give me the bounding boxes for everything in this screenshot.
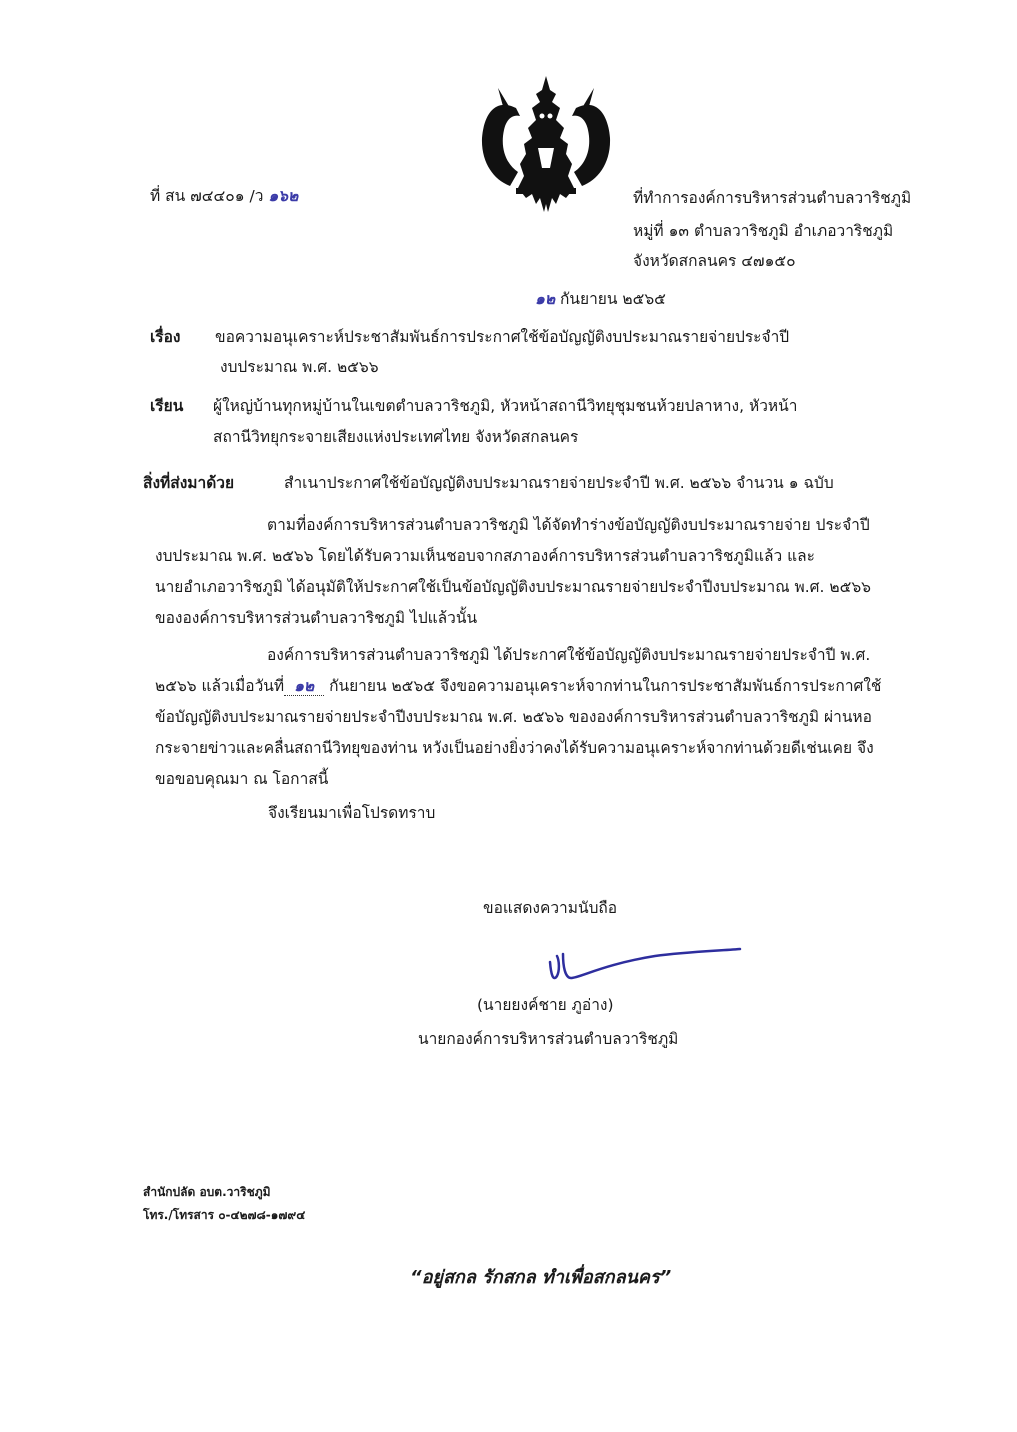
garuda-emblem-icon bbox=[476, 68, 616, 218]
recipient-label: เรียน bbox=[150, 397, 184, 415]
paragraph-line-with-date: ๒๕๖๖ แล้วเมื่อวันที่ ๑๒ กันยายน ๒๕๖๕ จึงขอความอนุเคราะห์จากท่านในการประชาสัมพันธ์การประกาศใช้ bbox=[155, 677, 882, 695]
address-line-3: จังหวัดสกลนคร ๔๗๑๕๐ bbox=[633, 252, 796, 270]
paragraph-line: ข้อบัญญัติงบประมาณรายจ่ายประจำปีงบประมาณ พ.ศ. ๒๕๖๖ ขององค์การบริหารส่วนตำบลวาริชภูมิ ผ่านหอ bbox=[155, 708, 872, 726]
signer-title: นายกองค์การบริหารส่วนตำบลวาริชภูมิ bbox=[418, 1030, 679, 1048]
recipient-line-1: ผู้ใหญ่บ้านทุกหมู่บ้านในเขตตำบลวาริชภูมิ, หัวหน้าสถานีวิทยุชุมชนห้วยปลาหาง, หัวหน้า bbox=[213, 397, 798, 415]
body-paragraph-1 bbox=[155, 510, 963, 634]
subject-line-1: ขอความอนุเคราะห์ประชาสัมพันธ์การประกาศใช้ข้อบัญญัติงบประมาณรายจ่ายประจำปี bbox=[215, 328, 790, 346]
paragraph-line: กระจายข่าวและคลื่นสถานีวิทยุของท่าน หวังเป็นอย่างยิ่งว่าคงได้รับความอนุเคราะห์จากท่านด้วยดีเช่นเคย จึง bbox=[155, 739, 874, 757]
paragraph-line: ขององค์การบริหารส่วนตำบลวาริชภูมิ ไปแล้วนั้น bbox=[155, 609, 478, 627]
paragraph-line: งบประมาณ พ.ศ. ๒๕๖๖ โดยได้รับความเห็นชอบจากสภาองค์การบริหารส่วนตำบลวาริชภูมิแล้ว และ bbox=[155, 547, 815, 565]
enclosure-label: สิ่งที่ส่งมาด้วย bbox=[143, 474, 235, 492]
address-line-2: หมู่ที่ ๑๓ ตำบลวาริชภูมิ อำเภอวาริชภูมิ bbox=[633, 222, 894, 240]
recipient-line-2: สถานีวิทยุกระจายเสียงแห่งประเทศไทย จังหวัดสกลนคร bbox=[213, 428, 579, 446]
handwritten-day: ๑๒ bbox=[284, 677, 324, 696]
body-paragraph-2 bbox=[155, 640, 963, 795]
paragraph-line: ขอขอบคุณมา ณ โอกาสนี้ bbox=[155, 770, 329, 788]
handwritten-ref-number: ๑๖๒ bbox=[268, 187, 299, 205]
footer-office: สำนักปลัด อบต.วาริชภูมิ bbox=[143, 1185, 271, 1199]
closing-request: จึงเรียนมาเพื่อโปรดทราบ bbox=[268, 804, 436, 822]
paragraph-line: นายอำเภอวาริชภูมิ ได้อนุมัติให้ประกาศใช้เป็นข้อบัญญัติงบประมาณรายจ่ายประจำปีงบประมาณ พ.ศ. ๒๕๖๖ bbox=[155, 578, 872, 596]
closing-salutation: ขอแสดงความนับถือ bbox=[483, 899, 618, 917]
handwritten-signature bbox=[545, 942, 745, 987]
signer-name: (นายยงค์ชาย ภูอ่าง) bbox=[477, 996, 614, 1014]
reference-number: ที่ สน ๗๔๔๐๑ /ว ๑๖๒ bbox=[150, 187, 299, 205]
subject-label: เรื่อง bbox=[150, 328, 181, 346]
letter-date: ๑๒ กันยายน ๒๕๖๕ bbox=[535, 290, 666, 308]
address-line-1: ที่ทำการองค์การบริหารส่วนตำบลวาริชภูมิ bbox=[633, 189, 912, 207]
paragraph-line: องค์การบริหารส่วนตำบลวาริชภูมิ ได้ประกาศใช้ข้อบัญญัติงบประมาณรายจ่ายประจำปี พ.ศ. bbox=[267, 646, 871, 664]
enclosure-text: สำเนาประกาศใช้ข้อบัญญัติงบประมาณรายจ่ายประจำปี พ.ศ. ๒๕๖๖ จำนวน ๑ ฉบับ bbox=[284, 474, 834, 492]
subject-line-2: งบประมาณ พ.ศ. ๒๕๖๖ bbox=[220, 358, 379, 376]
paragraph-line: ตามที่องค์การบริหารส่วนตำบลวาริชภูมิ ได้จัดทำร่างข้อบัญญัติงบประมาณรายจ่าย ประจำปี bbox=[267, 516, 870, 534]
handwritten-date-day: ๑๒ bbox=[535, 290, 556, 308]
motto: “อยู่สกล รักสกล ทำเพื่อสกลนคร” bbox=[410, 1267, 672, 1288]
footer-phone: โทร./โทรสาร ๐-๔๒๗๘-๑๗๙๔ bbox=[143, 1208, 306, 1222]
